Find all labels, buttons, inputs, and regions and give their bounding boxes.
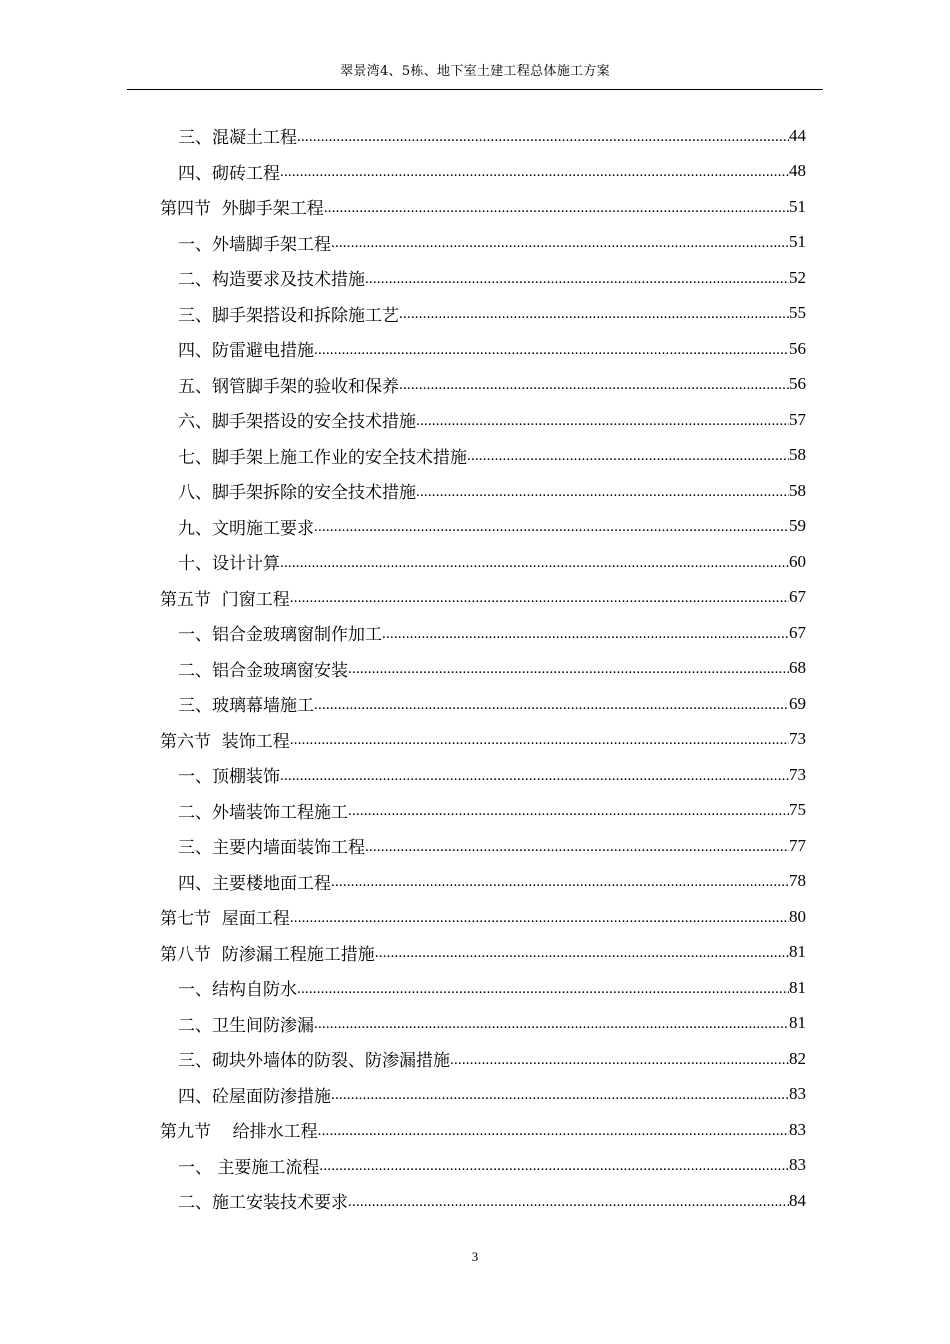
toc-entry-title: 三、脚手架搭设和拆除施工艺: [178, 305, 399, 326]
toc-entry-title: 三、砌块外墙体的防裂、防渗漏措施: [178, 1051, 450, 1072]
toc-entry-page-number: 68: [789, 658, 806, 678]
toc-dot-leader: [467, 445, 789, 465]
toc-entry-page-number: 69: [789, 693, 806, 713]
toc-dot-leader: [297, 126, 789, 146]
toc-subsection-entry[interactable]: [160, 260, 806, 296]
toc-entry-title: 二、卫生间防渗漏: [178, 1015, 314, 1036]
toc-subsection-entry[interactable]: [160, 118, 806, 154]
toc-dot-leader: [331, 871, 789, 891]
toc-subsection-entry[interactable]: [160, 154, 806, 190]
toc-entry-page-number: 81: [789, 1013, 806, 1033]
toc-entry-title: 第六节 装饰工程: [160, 731, 290, 752]
toc-entry-title: 一、外墙脚手架工程: [178, 234, 331, 255]
toc-entry-title: 第四节 外脚手架工程: [160, 199, 324, 220]
toc-subsection-entry[interactable]: [160, 473, 806, 509]
toc-dot-leader: [318, 1120, 789, 1140]
toc-entry-page-number: 81: [789, 942, 806, 962]
toc-entry-page-number: 84: [789, 1190, 806, 1210]
toc-subsection-entry[interactable]: [160, 970, 806, 1006]
toc-entry-title: 三、玻璃幕墙施工: [178, 696, 314, 717]
toc-dot-leader: [331, 1084, 789, 1104]
toc-entry-page-number: 67: [789, 587, 806, 607]
toc-entry-page-number: 75: [789, 800, 806, 820]
toc-entry-page-number: 83: [789, 1119, 806, 1139]
toc-entry-page-number: 82: [789, 1048, 806, 1068]
toc-entry-page-number: 55: [789, 303, 806, 323]
toc-section-entry[interactable]: [160, 722, 806, 758]
toc-entry-page-number: 77: [789, 835, 806, 855]
toc-entry-title: 第七节 屋面工程: [160, 909, 290, 930]
toc-dot-leader: [399, 374, 789, 394]
toc-subsection-entry[interactable]: [160, 1077, 806, 1113]
toc-entry-page-number: 67: [789, 622, 806, 642]
toc-dot-leader: [290, 729, 789, 749]
toc-dot-leader: [450, 1049, 789, 1069]
toc-entry-title: 四、砌砖工程: [178, 163, 280, 184]
toc-entry-title: 五、钢管脚手架的验收和保养: [178, 376, 399, 397]
toc-subsection-entry[interactable]: [160, 367, 806, 403]
toc-entry-page-number: 56: [789, 338, 806, 358]
toc-dot-leader: [290, 907, 789, 927]
header-rule: [127, 89, 823, 90]
toc-section-entry[interactable]: [160, 935, 806, 971]
toc-entry-title: 二、施工安装技术要求: [178, 1193, 348, 1214]
toc-dot-leader: [348, 1191, 789, 1211]
toc-entry-title: 第八节 防渗漏工程施工措施: [160, 944, 375, 965]
toc-subsection-entry[interactable]: [160, 1148, 806, 1184]
toc-entry-page-number: 52: [789, 267, 806, 287]
page-number: 3: [471, 1249, 479, 1264]
toc-dot-leader: [314, 1013, 789, 1033]
toc-entry-title: 二、外墙装饰工程施工: [178, 802, 348, 823]
toc-dot-leader: [290, 587, 789, 607]
toc-dot-leader: [280, 552, 789, 572]
toc-entry-page-number: 73: [789, 764, 806, 784]
toc-entry-title: 三、主要内墙面装饰工程: [178, 838, 365, 859]
toc-subsection-entry[interactable]: [160, 402, 806, 438]
toc-subsection-entry[interactable]: [160, 1041, 806, 1077]
toc-dot-leader: [314, 694, 789, 714]
table-of-contents: [160, 118, 806, 1219]
toc-dot-leader: [297, 978, 789, 998]
toc-dot-leader: [375, 942, 789, 962]
toc-subsection-entry[interactable]: [160, 544, 806, 580]
toc-dot-leader: [399, 303, 789, 323]
toc-entry-title: 二、铝合金玻璃窗安装: [178, 660, 348, 681]
toc-dot-leader: [416, 481, 789, 501]
toc-entry-title: 九、文明施工要求: [178, 518, 314, 539]
toc-entry-page-number: 83: [789, 1155, 806, 1175]
toc-subsection-entry[interactable]: [160, 864, 806, 900]
toc-subsection-entry[interactable]: [160, 509, 806, 545]
toc-entry-title: 四、砼屋面防渗措施: [178, 1086, 331, 1107]
toc-subsection-entry[interactable]: [160, 1006, 806, 1042]
toc-entry-page-number: 48: [789, 161, 806, 181]
toc-entry-title: 四、防雷避电措施: [178, 341, 314, 362]
toc-subsection-entry[interactable]: [160, 651, 806, 687]
toc-entry-page-number: 73: [789, 729, 806, 749]
toc-entry-page-number: 80: [789, 906, 806, 926]
toc-entry-page-number: 58: [789, 480, 806, 500]
toc-entry-page-number: 60: [789, 551, 806, 571]
toc-subsection-entry[interactable]: [160, 615, 806, 651]
toc-entry-title: 六、脚手架搭设的安全技术措施: [178, 412, 416, 433]
toc-subsection-entry[interactable]: [160, 438, 806, 474]
toc-subsection-entry[interactable]: [160, 686, 806, 722]
toc-entry-page-number: 56: [789, 374, 806, 394]
toc-dot-leader: [348, 658, 789, 678]
toc-entry-title: 一、结构自防水: [178, 980, 297, 1001]
toc-entry-page-number: 51: [789, 196, 806, 216]
toc-section-entry[interactable]: [160, 580, 806, 616]
toc-entry-title: 七、脚手架上施工作业的安全技术措施: [178, 447, 467, 468]
toc-section-entry[interactable]: [160, 189, 806, 225]
toc-dot-leader: [348, 800, 789, 820]
toc-dot-leader: [319, 1155, 789, 1175]
toc-entry-page-number: 44: [789, 125, 806, 145]
toc-entry-page-number: 57: [789, 409, 806, 429]
toc-entry-page-number: 83: [789, 1084, 806, 1104]
toc-entry-title: 第九节 给排水工程: [160, 1122, 318, 1143]
toc-section-entry[interactable]: [160, 899, 806, 935]
toc-subsection-entry[interactable]: [160, 331, 806, 367]
toc-entry-title: 一、顶棚装饰: [178, 767, 280, 788]
toc-section-entry[interactable]: [160, 1112, 806, 1148]
toc-dot-leader: [365, 268, 789, 288]
toc-entry-title: 十、设计计算: [178, 554, 280, 575]
toc-dot-leader: [314, 516, 789, 536]
toc-entry-title: 二、构造要求及技术措施: [178, 270, 365, 291]
toc-dot-leader: [382, 623, 789, 643]
toc-subsection-entry[interactable]: [160, 225, 806, 261]
toc-entry-title: 一、铝合金玻璃窗制作加工: [178, 625, 382, 646]
toc-entry-page-number: 78: [789, 871, 806, 891]
toc-subsection-entry[interactable]: [160, 1183, 806, 1219]
toc-dot-leader: [416, 410, 789, 430]
toc-dot-leader: [331, 232, 789, 252]
toc-entry-page-number: 81: [789, 977, 806, 997]
toc-subsection-entry[interactable]: [160, 757, 806, 793]
toc-entry-title: 一、 主要施工流程: [178, 1157, 320, 1178]
toc-entry-title: 四、主要楼地面工程: [178, 873, 331, 894]
toc-entry-title: 八、脚手架拆除的安全技术措施: [178, 483, 416, 504]
running-header: 翠景湾4、5栋、地下室土建工程总体施工方案: [340, 64, 610, 79]
toc-dot-leader: [280, 161, 789, 181]
toc-subsection-entry[interactable]: [160, 793, 806, 829]
toc-entry-page-number: 58: [789, 445, 806, 465]
toc-entry-title: 第五节 门窗工程: [160, 589, 290, 610]
toc-subsection-entry[interactable]: [160, 828, 806, 864]
toc-entry-page-number: 59: [789, 516, 806, 536]
toc-dot-leader: [365, 836, 789, 856]
toc-entry-title: 三、混凝土工程: [178, 128, 297, 149]
toc-dot-leader: [314, 339, 789, 359]
toc-subsection-entry[interactable]: [160, 296, 806, 332]
toc-dot-leader: [280, 765, 789, 785]
toc-entry-page-number: 51: [789, 232, 806, 252]
toc-dot-leader: [324, 197, 789, 217]
